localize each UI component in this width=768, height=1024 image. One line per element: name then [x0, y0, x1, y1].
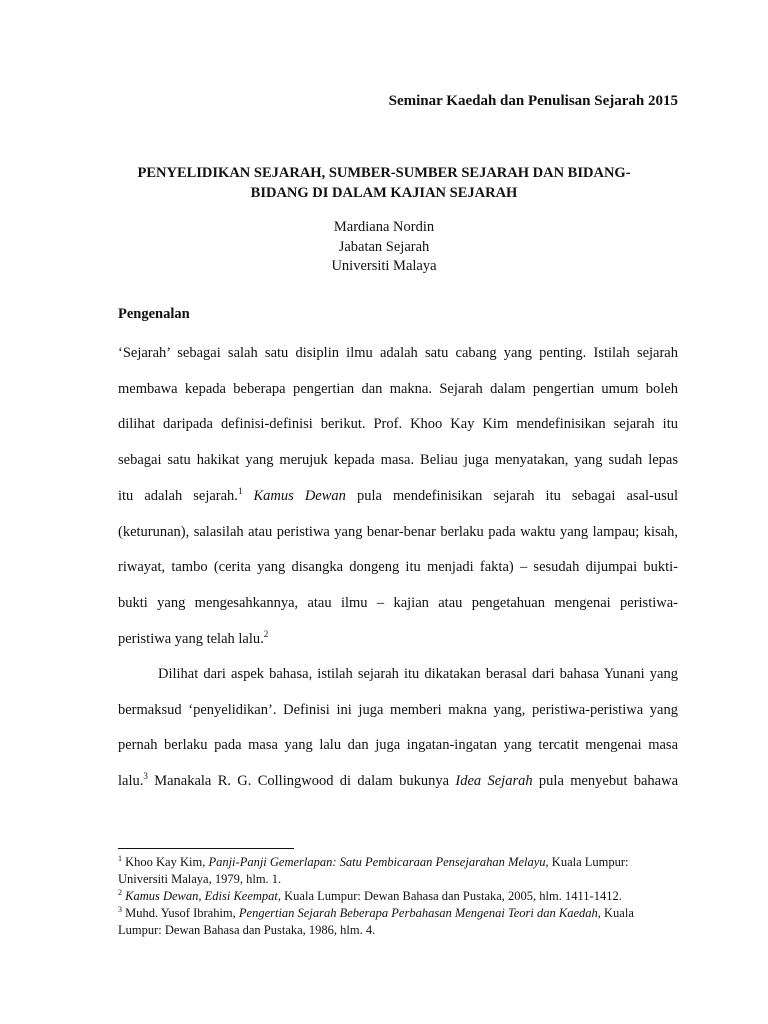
paragraph-line: pernah berlaku pada masa yang lalu dan juga ingatan-ingatan yang tercatit mengenai masa	[118, 737, 678, 754]
paragraph-line: bermaksud ‘penyelidikan’. Definisi ini juga memberi makna yang, peristiwa-peristiwa yang	[118, 701, 678, 718]
paragraph-line: dilihat daripada definisi-definisi berikut. Prof. Khoo Kay Kim mendefinisikan sejarah itu	[118, 416, 678, 433]
author-university: Universiti Malaya	[331, 258, 437, 274]
paragraph-2	[118, 657, 678, 800]
paragraph-line	[118, 764, 678, 800]
paragraph-line	[118, 622, 678, 658]
footnote-author: Muhd. Yusof Ibrahim,	[122, 906, 239, 920]
footnotes	[118, 854, 678, 939]
paragraph-line: (keturunan), salasilah atau peristiwa yang benar-benar berlaku pada waktu yang lampau; kisah,	[118, 523, 678, 540]
footnote-details: , Kuala Lumpur: Dewan Bahasa dan Pustaka, 1986, hlm. 4.	[118, 906, 634, 937]
footnote-details: Kuala Lumpur: Dewan Bahasa dan Pustaka, 2005, hlm. 1411-1412.	[281, 889, 622, 903]
author-name: Mardiana Nordin	[333, 219, 435, 235]
paragraph-line: membawa kepada beberapa pengertian dan makna. Sejarah dalam pengertian umum boleh	[118, 380, 678, 397]
footnote-2	[118, 888, 678, 905]
footnote-work: Panji-Panji Gemerlapan: Satu Pembicaraan Pensejarahan Melayu	[208, 855, 546, 869]
footnote-number: 3	[118, 904, 122, 914]
italic-title: Kamus Dewan	[253, 487, 346, 504]
paragraph-line: Dilihat dari aspek bahasa, istilah sejarah itu dikatakan berasal dari bahasa Yunani yang	[158, 666, 678, 682]
paragraph-line: sebagai satu hakikat yang merujuk kepada masa. Beliau juga menyatakan, yang sudah lepas	[118, 452, 678, 469]
footnote-number: 2	[118, 887, 122, 897]
text-run: peristiwa yang telah lalu.	[118, 630, 264, 647]
paragraph-1	[118, 336, 678, 657]
italic-title: Idea Sejarah	[455, 773, 533, 790]
text-run: itu adalah sejarah.	[118, 487, 238, 504]
seminar-header: Seminar Kaedah dan Penulisan Sejarah 2015	[388, 93, 678, 109]
paragraph-line: riwayat, tambo (cerita yang disangka dongeng itu menjadi fakta) – sesudah dijumpai bukti-	[118, 559, 678, 576]
footnote-details: , Kuala Lumpur: Universiti Malaya, 1979, hlm. 1.	[118, 855, 629, 886]
footnote-work: Kamus Dewan, Edisi Keempat,	[125, 889, 282, 903]
footnote-number: 1	[118, 853, 122, 863]
paragraph-line: bukti yang mengesahkannya, atau ilmu – kajian atau pengetahuan mengenai peristiwa-	[118, 594, 678, 611]
paragraph-line: ‘Sejarah’ sebagai salah satu disiplin ilmu adalah satu cabang yang penting. Istilah sejarah	[118, 345, 678, 361]
footnote-ref-2[interactable]: 2	[263, 628, 269, 639]
footnote-author: Khoo Kay Kim,	[122, 855, 209, 869]
author-block	[110, 218, 658, 277]
author-department: Jabatan Sejarah	[338, 238, 430, 255]
footnote-ref-3[interactable]: 3	[143, 771, 148, 782]
text-run: Manakala R. G. Collingwood di dalam bukunya	[147, 773, 456, 790]
text-run: lalu.	[118, 773, 144, 790]
footnote-ref-1[interactable]: 1	[237, 485, 243, 496]
title-line-2: BIDANG DI DALAM KAJIAN SEJARAH	[250, 185, 518, 201]
footnote-3	[118, 905, 678, 939]
footnote-divider	[118, 848, 294, 849]
paragraph-line	[118, 479, 678, 515]
section-heading: Pengenalan	[118, 306, 190, 322]
text-run: pula menyebut bahawa	[532, 773, 679, 790]
footnote-work: Pengertian Sejarah Beberapa Perbahasan Mengenai Teori dan Kaedah	[238, 906, 598, 920]
paper-title	[110, 163, 658, 203]
footnote-1	[118, 854, 678, 888]
title-line-1: PENYELIDIKAN SEJARAH, SUMBER-SUMBER SEJARAH DAN BIDANG-	[137, 165, 631, 181]
text-run: pula mendefinisikan sejarah itu sebagai asal-usul	[345, 487, 678, 504]
